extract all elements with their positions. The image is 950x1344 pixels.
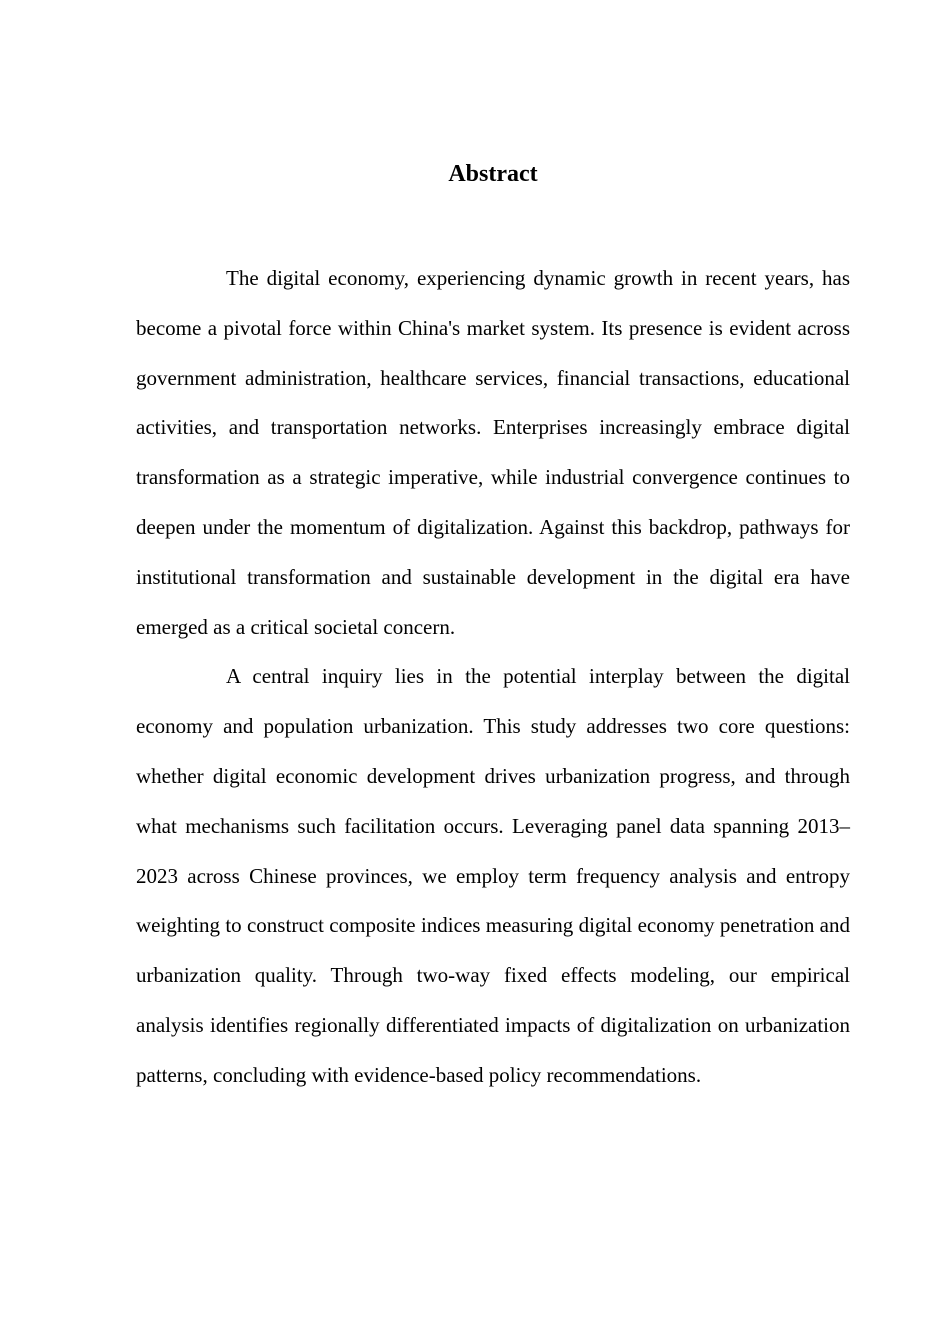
abstract-body: [136, 254, 850, 1101]
abstract-paragraph-1: The digital economy, experiencing dynamic growth in recent years, has become a pivotal force within China's market system. Its presence is evident across government administration, healthcare services, financial transactions, educational activities, and transportation networks. Enterprises increasingly embrace digital transformation as a strategic imperative, while industrial convergence continues to deepen under the momentum of digitalization. Against this backdrop, pathways for institutional transformation and sustainable development in the digital era have emerged as a critical societal concern.: [136, 266, 850, 639]
page-title: Abstract: [448, 161, 538, 187]
abstract-paragraph-2: A central inquiry lies in the potential interplay between the digital economy and population urbanization. This study addresses two core questions: whether digital economic development drives urbanization progress, and through what mechanisms such facilitation occurs. Leveraging panel data spanning 2013–2023 across Chinese provinces, we employ term frequency analysis and entropy weighting to construct composite indices measuring digital economy penetration and urbanization quality. Through two-way fixed effects modeling, our empirical analysis identifies regionally differentiated impacts of digitalization on urbanization patterns, concluding with evidence-based policy recommendations.: [136, 664, 850, 1087]
